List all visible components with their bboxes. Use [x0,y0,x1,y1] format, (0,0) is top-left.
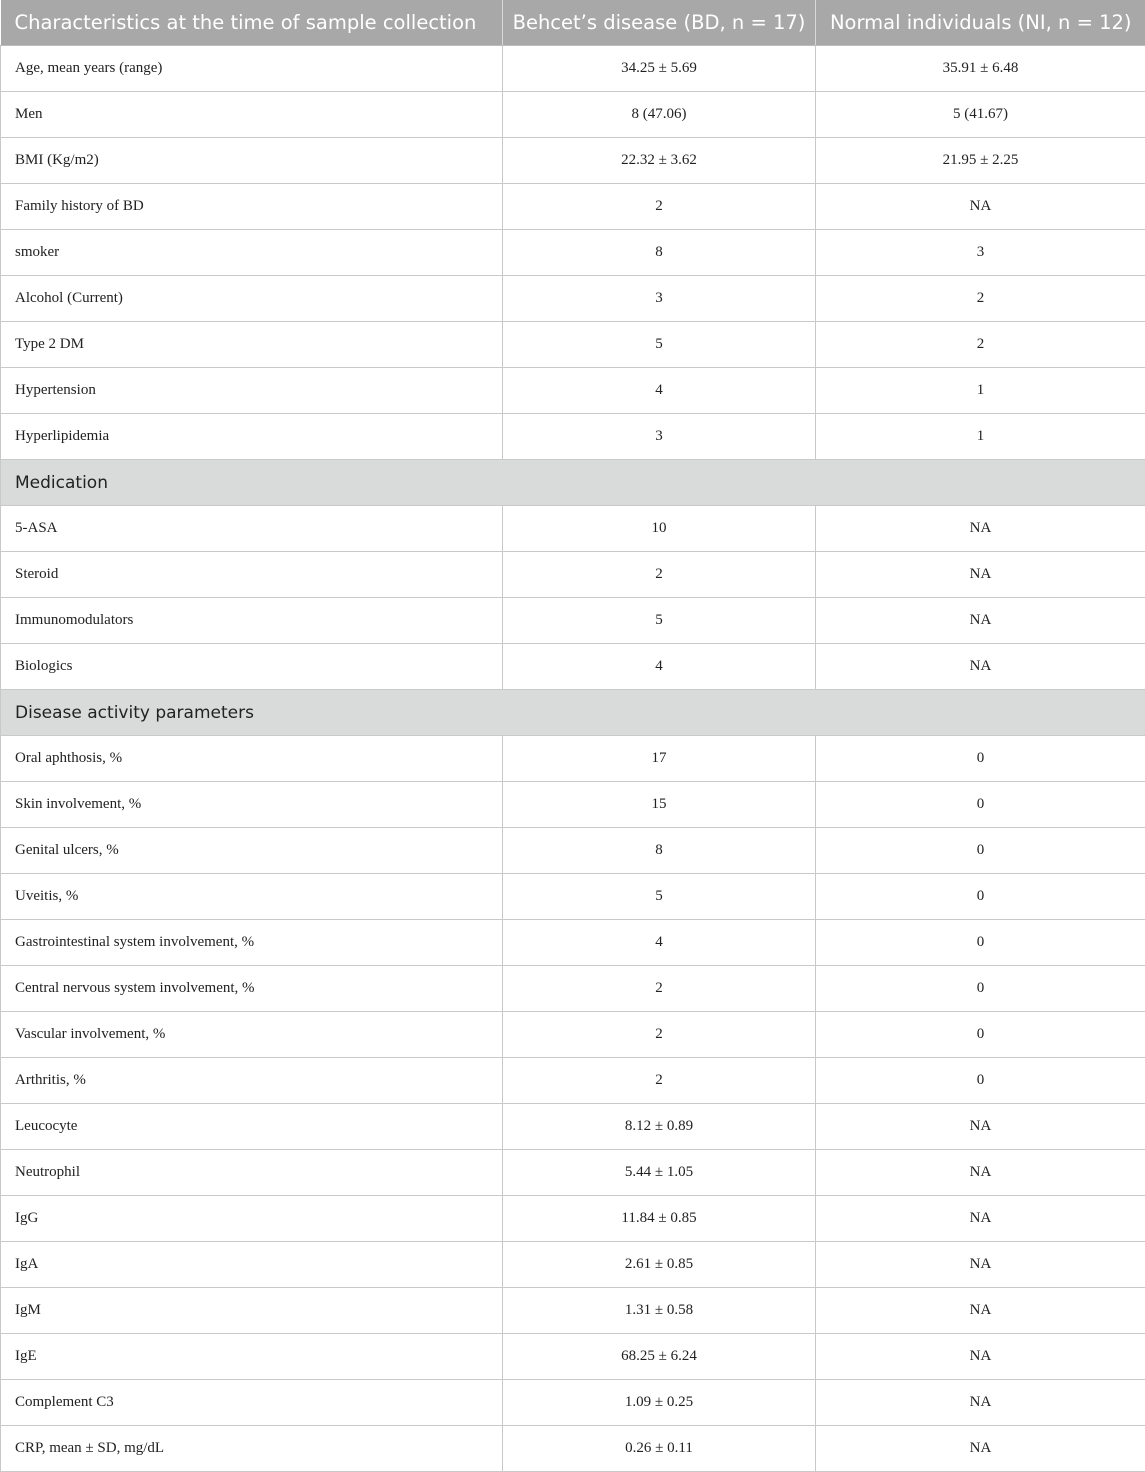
bd-value: 4 [503,644,816,690]
bd-value: 5 [503,322,816,368]
row-label: IgA [1,1242,503,1288]
bd-value: 2 [503,184,816,230]
row-label: smoker [1,230,503,276]
bd-value: 8 [503,828,816,874]
ni-value: NA [816,184,1145,230]
table-row [1,828,1145,874]
table-row [1,138,1145,184]
row-label: Immunomodulators [1,598,503,644]
ni-value: 3 [816,230,1145,276]
bd-value: 8.12 ± 0.89 [503,1104,816,1150]
row-label: Gastrointestinal system involvement, % [1,920,503,966]
bd-value: 1.09 ± 0.25 [503,1380,816,1426]
table-row [1,1150,1145,1196]
bd-value: 2 [503,1058,816,1104]
bd-value: 4 [503,368,816,414]
bd-value: 2 [503,552,816,598]
ni-value: NA [816,1426,1145,1472]
table-row [1,1012,1145,1058]
table-row [1,1196,1145,1242]
row-label: Arthritis, % [1,1058,503,1104]
table-row [1,552,1145,598]
ni-value: NA [816,506,1145,552]
table-row [1,276,1145,322]
row-label: IgG [1,1196,503,1242]
table-row [1,966,1145,1012]
row-label: IgE [1,1334,503,1380]
table-row [1,920,1145,966]
row-label: Skin involvement, % [1,782,503,828]
table-row [1,736,1145,782]
table-row [1,874,1145,920]
table-row [1,1104,1145,1150]
section-header-row [1,460,1145,506]
bd-value: 5.44 ± 1.05 [503,1150,816,1196]
ni-value: NA [816,552,1145,598]
bd-value: 15 [503,782,816,828]
table-body [1,46,1145,1472]
bd-value: 3 [503,276,816,322]
row-label: Uveitis, % [1,874,503,920]
ni-value: NA [816,1196,1145,1242]
bd-value: 0.26 ± 0.11 [503,1426,816,1472]
ni-value: 0 [816,1058,1145,1104]
table-row [1,92,1145,138]
bd-value: 5 [503,874,816,920]
table-row [1,230,1145,276]
ni-value: 0 [816,920,1145,966]
header-characteristics: Characteristics at the time of sample collection [1,0,503,46]
table-row [1,1334,1145,1380]
ni-value: NA [816,1150,1145,1196]
ni-value: 0 [816,874,1145,920]
section-title: Medication [1,460,1145,506]
ni-value: 5 (41.67) [816,92,1145,138]
section-header-row [1,690,1145,736]
table-row [1,506,1145,552]
bd-value: 4 [503,920,816,966]
bd-value: 17 [503,736,816,782]
bd-value: 5 [503,598,816,644]
ni-value: 2 [816,276,1145,322]
bd-value: 1.31 ± 0.58 [503,1288,816,1334]
bd-value: 8 (47.06) [503,92,816,138]
bd-value: 22.32 ± 3.62 [503,138,816,184]
ni-value: NA [816,1288,1145,1334]
row-label: Steroid [1,552,503,598]
table-row [1,46,1145,92]
ni-value: 0 [816,782,1145,828]
header-behcets-disease: Behcet’s disease (BD, n = 17) [503,0,816,46]
table-row [1,644,1145,690]
table-row [1,184,1145,230]
table-header [1,0,1145,46]
row-label: Alcohol (Current) [1,276,503,322]
row-label: 5-ASA [1,506,503,552]
row-label: Leucocyte [1,1104,503,1150]
bd-value: 34.25 ± 5.69 [503,46,816,92]
section-title: Disease activity parameters [1,690,1145,736]
row-label: Hypertension [1,368,503,414]
table-row [1,1058,1145,1104]
table-row [1,414,1145,460]
header-row [1,0,1145,46]
row-label: Men [1,92,503,138]
ni-value: NA [816,598,1145,644]
ni-value: 0 [816,1012,1145,1058]
ni-value: NA [816,1104,1145,1150]
row-label: Type 2 DM [1,322,503,368]
row-label: Family history of BD [1,184,503,230]
ni-value: 1 [816,414,1145,460]
bd-value: 2 [503,966,816,1012]
ni-value: 21.95 ± 2.25 [816,138,1145,184]
table-row [1,598,1145,644]
ni-value: 35.91 ± 6.48 [816,46,1145,92]
ni-value: NA [816,1334,1145,1380]
ni-value: 2 [816,322,1145,368]
row-label: CRP, mean ± SD, mg/dL [1,1426,503,1472]
bd-value: 10 [503,506,816,552]
table-row [1,1288,1145,1334]
row-label: Central nervous system involvement, % [1,966,503,1012]
bd-value: 2 [503,1012,816,1058]
table-row [1,368,1145,414]
ni-value: NA [816,1380,1145,1426]
table-row [1,322,1145,368]
ni-value: 0 [816,736,1145,782]
row-label: Biologics [1,644,503,690]
row-label: Neutrophil [1,1150,503,1196]
row-label: Age, mean years (range) [1,46,503,92]
ni-value: 0 [816,966,1145,1012]
ni-value: 0 [816,828,1145,874]
header-normal-individuals: Normal individuals (NI, n = 12) [816,0,1145,46]
row-label: Genital ulcers, % [1,828,503,874]
row-label: BMI (Kg/m2) [1,138,503,184]
bd-value: 2.61 ± 0.85 [503,1242,816,1288]
bd-value: 68.25 ± 6.24 [503,1334,816,1380]
bd-value: 3 [503,414,816,460]
table-row [1,1380,1145,1426]
row-label: Complement C3 [1,1380,503,1426]
bd-value: 8 [503,230,816,276]
ni-value: NA [816,644,1145,690]
row-label: Oral aphthosis, % [1,736,503,782]
table-row [1,782,1145,828]
row-label: IgM [1,1288,503,1334]
row-label: Hyperlipidemia [1,414,503,460]
table-row [1,1242,1145,1288]
table-row [1,1426,1145,1472]
ni-value: NA [816,1242,1145,1288]
bd-value: 11.84 ± 0.85 [503,1196,816,1242]
row-label: Vascular involvement, % [1,1012,503,1058]
ni-value: 1 [816,368,1145,414]
